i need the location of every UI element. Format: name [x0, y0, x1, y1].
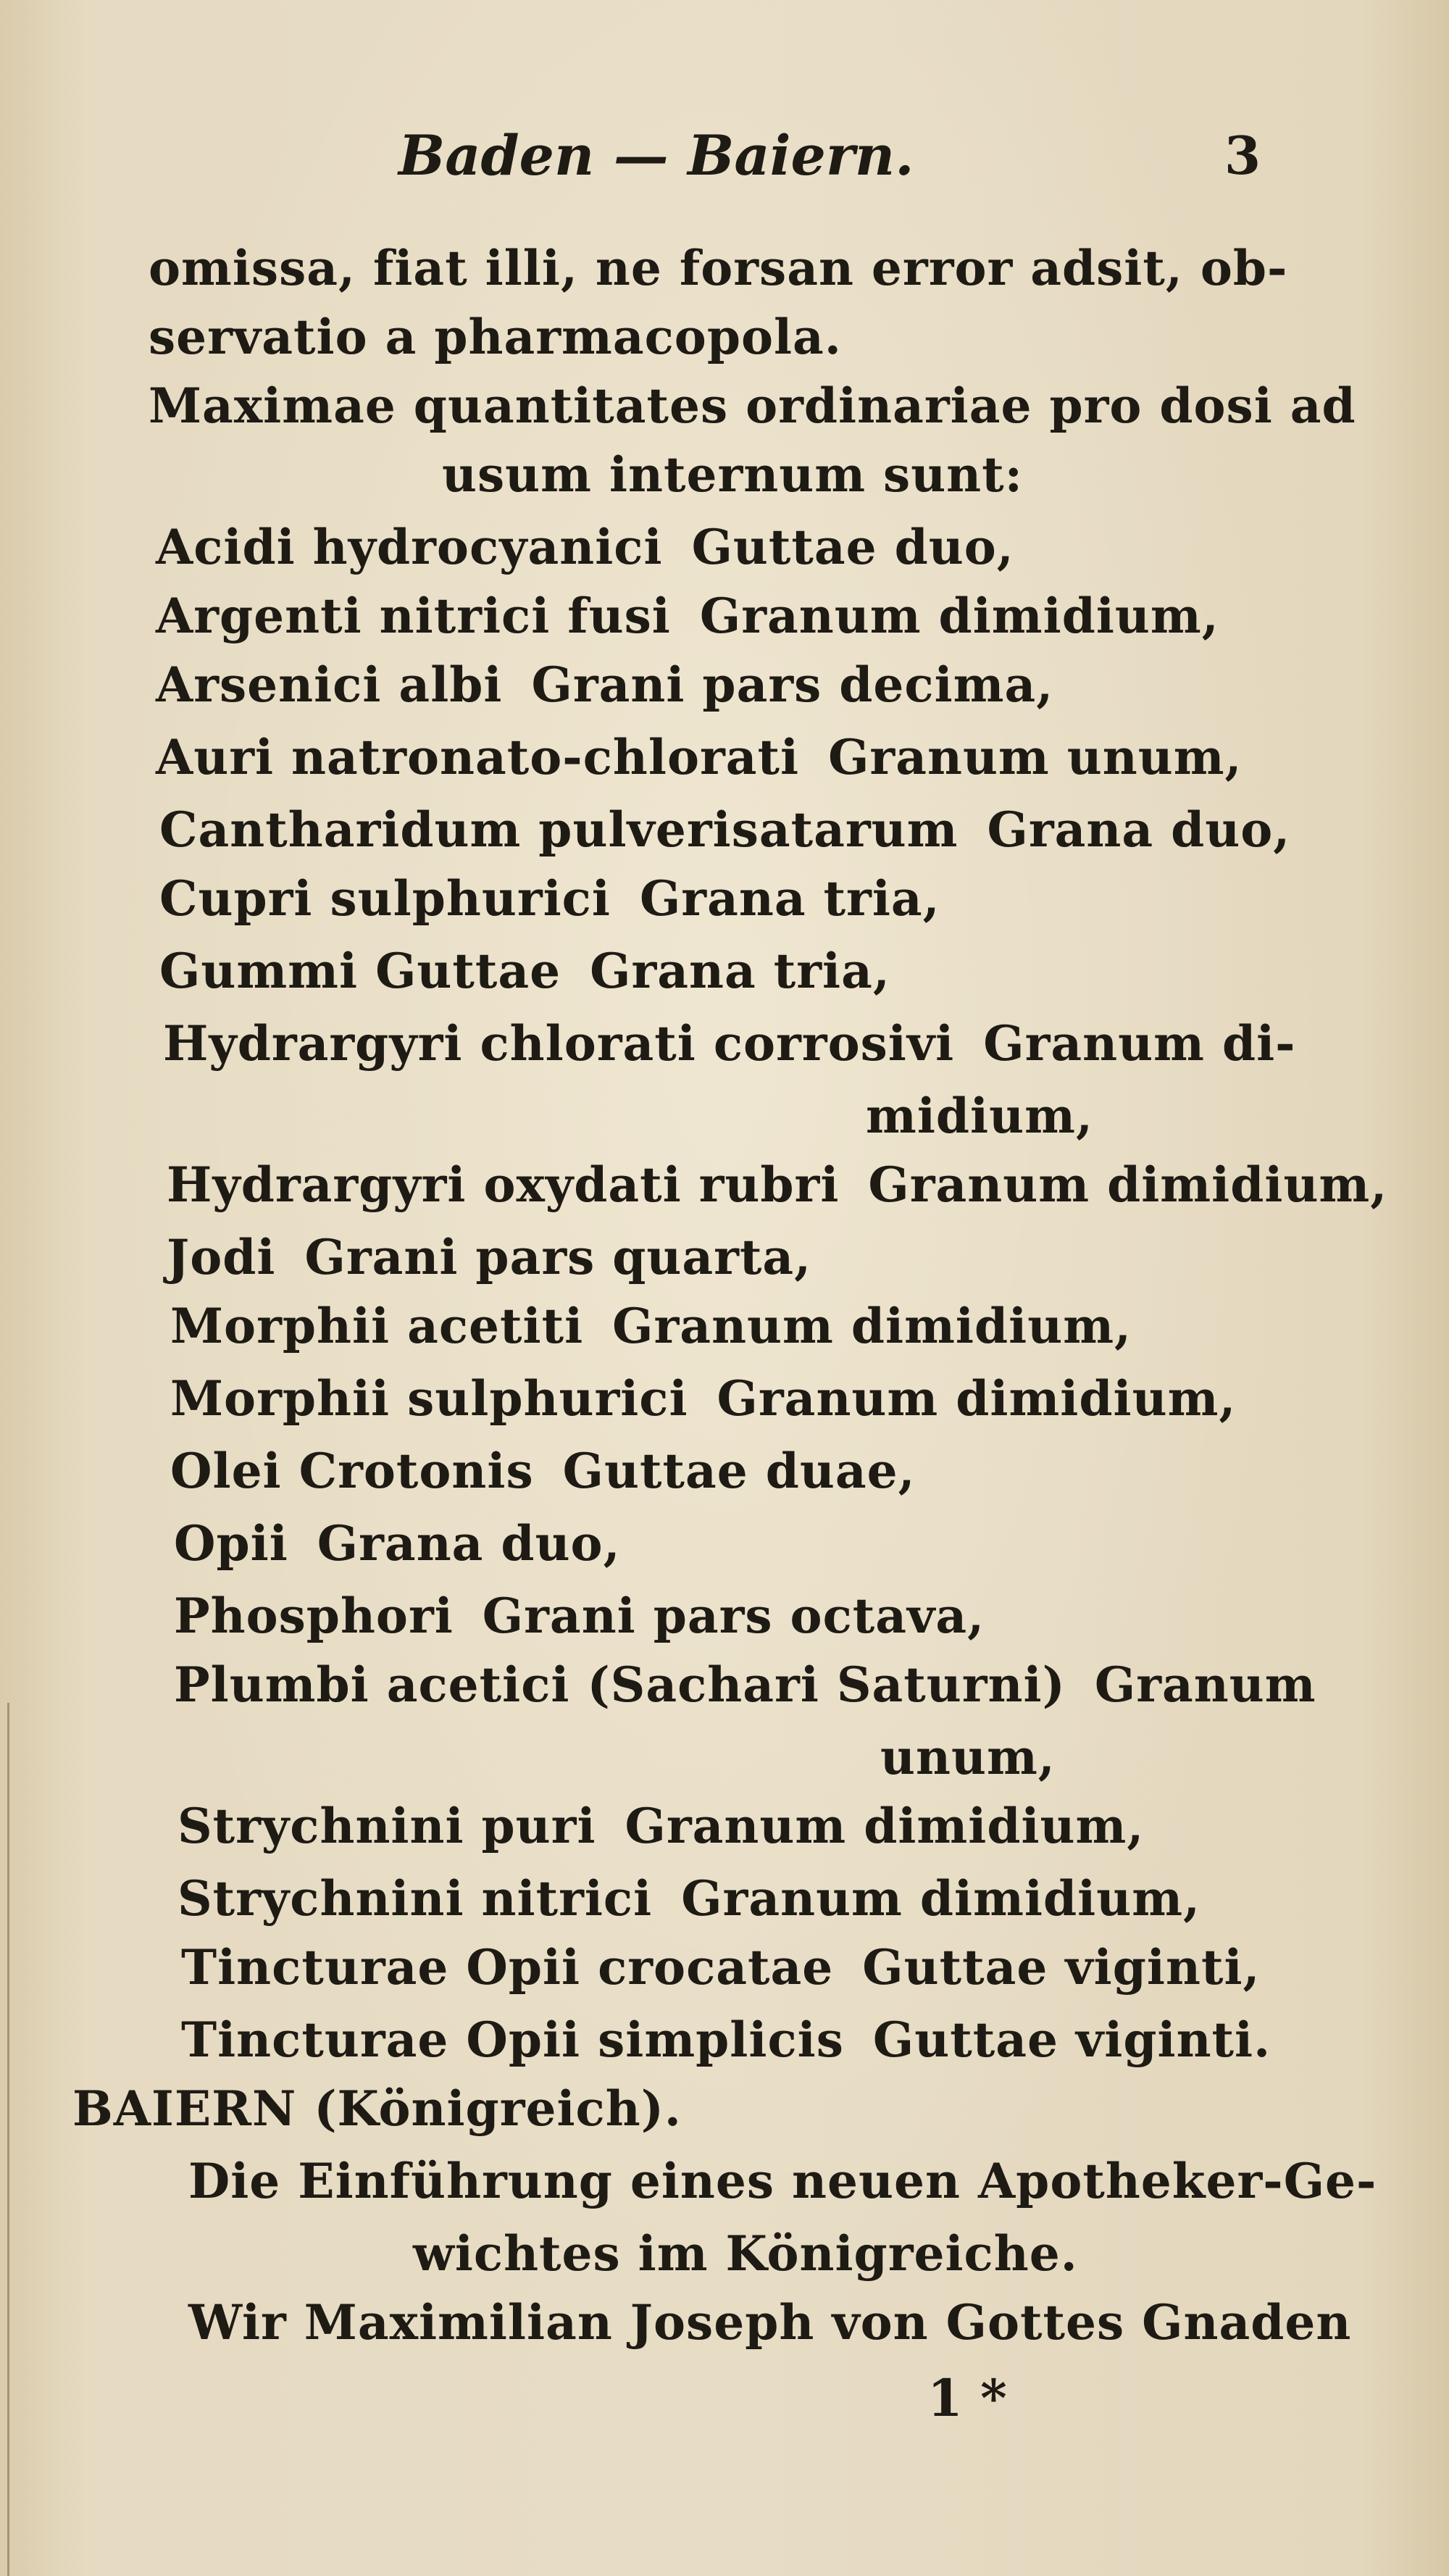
- drug-dose: unum,: [880, 1729, 1056, 1785]
- dosage-entry: [178, 1870, 1200, 1927]
- decree-line: Wir Maximilian Joseph von Gottes Gnaden: [188, 2294, 1352, 2351]
- drug-name: Jodi: [167, 1229, 276, 1285]
- section-title: BAIERN (Königreich).: [72, 2080, 682, 2137]
- drug-dose: Guttae duo,: [691, 519, 1014, 575]
- dosage-entry: [181, 1938, 1261, 1996]
- drug-dose: Granum unum,: [828, 729, 1243, 785]
- drug-dose: Grani pars quarta,: [304, 1229, 812, 1285]
- drug-dose: Granum dimidium,: [681, 1870, 1201, 1927]
- running-header: Baden — Baiern.: [398, 123, 914, 188]
- drug-dose: Granum di-: [983, 1015, 1296, 1072]
- drug-name: Auri natronato-chlorati: [156, 729, 800, 785]
- dosage-entry: [170, 1297, 1132, 1355]
- intro-line: omissa, fiat illi, ne forsan error adsit, ob-: [149, 240, 1288, 296]
- intro-line: servatio a pharmacopola.: [149, 309, 842, 365]
- dosage-entry: [156, 518, 1014, 576]
- dosage-entry: [170, 1442, 916, 1500]
- drug-name: Morphii acetiti: [170, 1298, 584, 1354]
- drug-dose: Guttae duae,: [562, 1443, 916, 1499]
- dosage-entry: [167, 1156, 1387, 1214]
- drug-name: Cupri sulphurici: [159, 870, 611, 927]
- drug-dose: Guttae viginti.: [872, 2012, 1271, 2068]
- subsection-title-line: wichtes im Königreiche.: [413, 2225, 1078, 2282]
- heading-line: Maximae quantitates ordinariae pro dosi ad: [149, 378, 1356, 434]
- drug-dose: Granum dimidium,: [625, 1798, 1145, 1854]
- drug-dose: Grana tria,: [639, 870, 940, 927]
- drug-name: Tincturae Opii crocatae: [181, 1939, 834, 1996]
- drug-name: Hydrargyri chlorati corrosivi: [163, 1015, 955, 1072]
- drug-dose: Granum dimidium,: [612, 1298, 1132, 1354]
- drug-dose: Granum dimidium,: [699, 588, 1219, 644]
- dosage-entry: [156, 728, 1243, 786]
- dosage-entry: [170, 1370, 1236, 1427]
- page-edge-shadow: [7, 1703, 9, 2576]
- dosage-entry: [163, 1014, 1296, 1072]
- drug-name: Strychnini nitrici: [178, 1870, 653, 1927]
- drug-name: Tincturae Opii simplicis: [181, 2012, 844, 2068]
- drug-dose: Granum: [1094, 1656, 1316, 1713]
- drug-name: Arsenici albi: [156, 656, 503, 713]
- drug-dose: Grana duo,: [987, 801, 1291, 858]
- drug-name: Acidi hydrocyanici: [156, 519, 663, 575]
- dosage-entry: [178, 1797, 1144, 1855]
- drug-name: Phosphori: [174, 1588, 454, 1644]
- page-number: 3: [1224, 125, 1261, 186]
- drug-name: Strychnini puri: [178, 1798, 596, 1854]
- dosage-entry: [174, 1514, 621, 1572]
- drug-dose: midium,: [866, 1088, 1093, 1144]
- drug-name: Morphii sulphurici: [170, 1370, 688, 1427]
- drug-name: Argenti nitrici fusi: [156, 588, 671, 644]
- heading-line: usum internum sunt:: [442, 446, 1024, 503]
- dosage-entry: [167, 1228, 811, 1286]
- dosage-entry: [156, 656, 1053, 714]
- drug-dose: Grani pars octava,: [482, 1588, 985, 1644]
- drug-dose: Granum dimidium,: [717, 1370, 1237, 1427]
- drug-name: Plumbi acetici (Sachari Saturni): [174, 1656, 1066, 1713]
- drug-dose: Granum dimidium,: [868, 1156, 1388, 1213]
- drug-dose: Grana duo,: [317, 1515, 621, 1572]
- drug-name: Gummi Guttae: [159, 943, 561, 999]
- dosage-continuation: [866, 1087, 1093, 1145]
- drug-name: Hydrargyri oxydati rubri: [167, 1156, 840, 1213]
- dosage-entry: [159, 870, 940, 928]
- dosage-entry: [159, 801, 1290, 859]
- dosage-continuation: [880, 1728, 1056, 1786]
- dosage-entry: [174, 1587, 985, 1645]
- dosage-entry: [156, 587, 1219, 645]
- subsection-title-line: Die Einführung eines neuen Apotheker-Ge-: [188, 2153, 1377, 2209]
- drug-dose: Grani pars decima,: [531, 656, 1054, 713]
- dosage-entry: [159, 942, 890, 1000]
- drug-dose: Grana tria,: [590, 943, 890, 999]
- drug-name: Olei Crotonis: [170, 1443, 534, 1499]
- drug-dose: Guttae viginti,: [862, 1939, 1261, 1996]
- signature-mark: 1 *: [927, 2368, 1007, 2428]
- dosage-entry: [174, 1656, 1316, 1714]
- drug-name: Cantharidum pulverisatarum: [159, 801, 959, 858]
- dosage-entry: [181, 2011, 1271, 2069]
- drug-name: Opii: [174, 1515, 288, 1572]
